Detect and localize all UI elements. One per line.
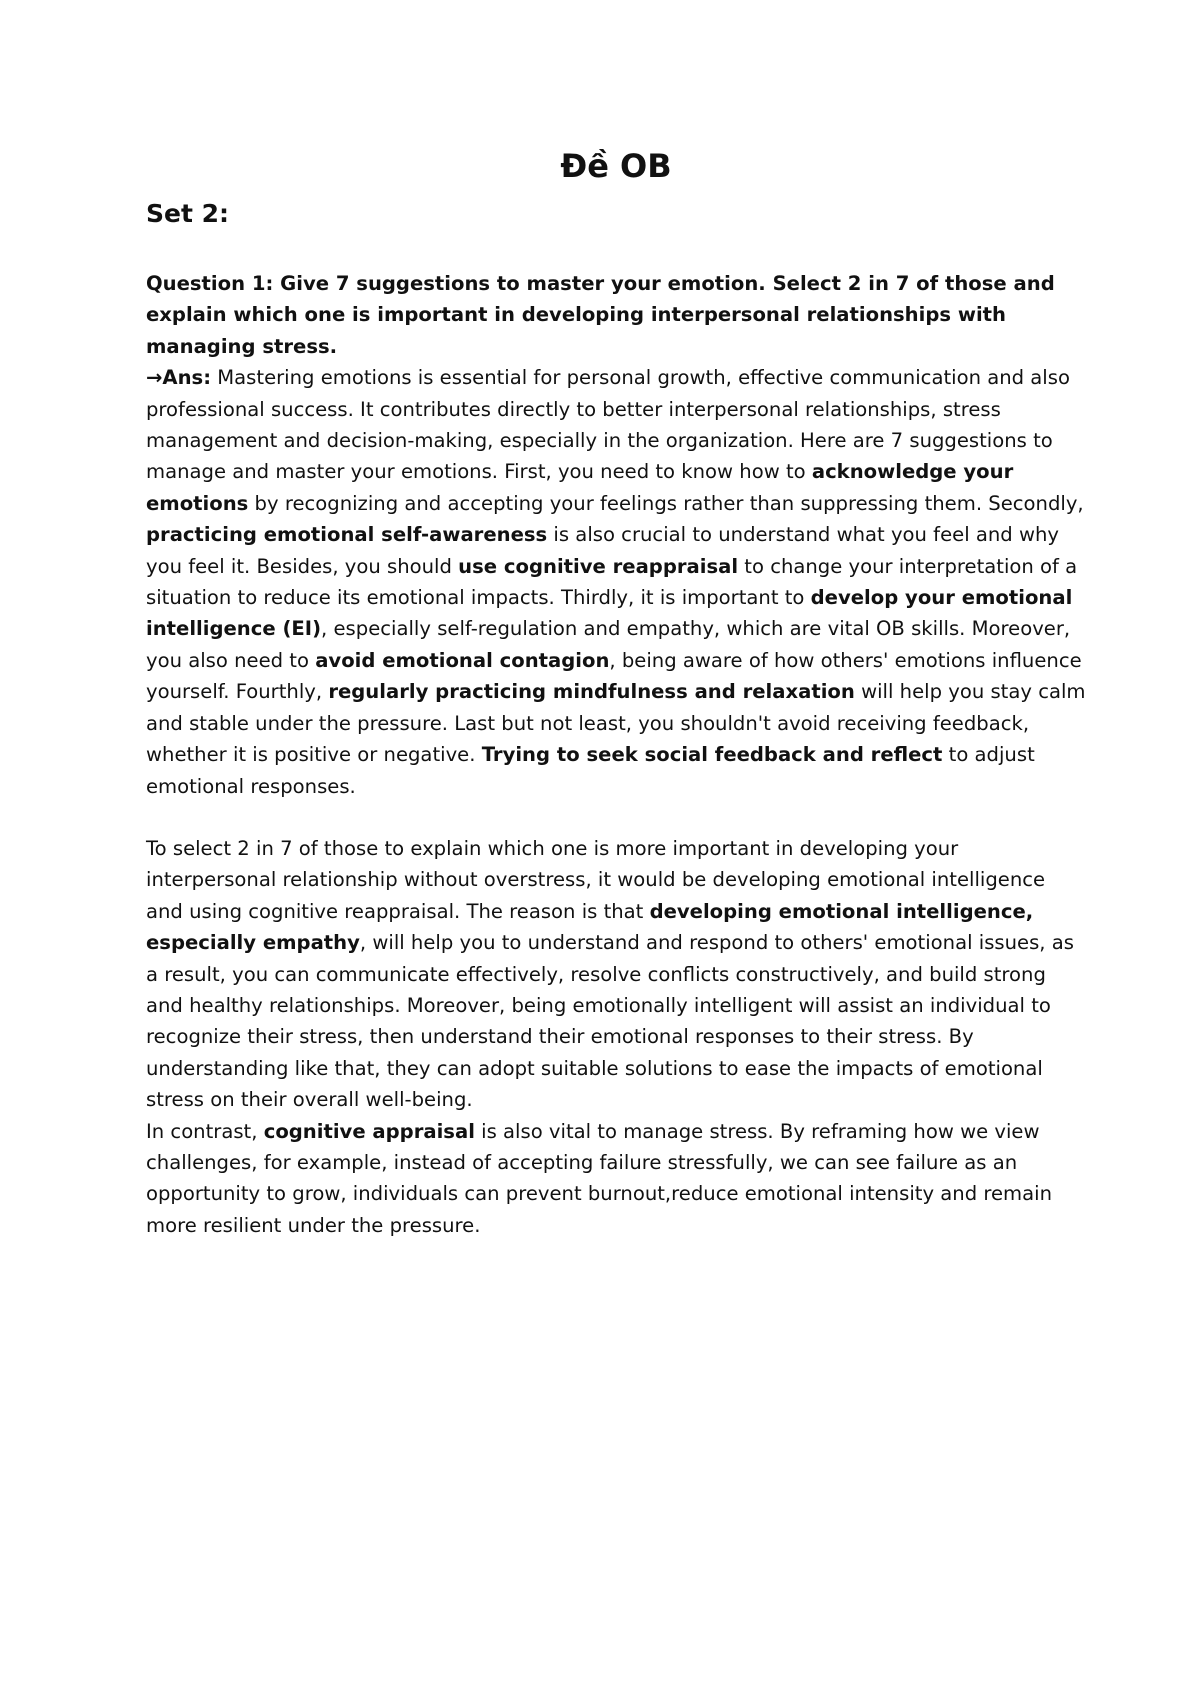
bold-text-run: practicing emotional self-awareness [146, 523, 548, 547]
text-run: , will help you to understand and respond to others' emotional issues, as a result, you can communicate effectively, resolve conflicts constructively, and build strong and healthy relationships. Moreover, being emotionally intelligent will assist an individual to recognize their stress, then understand their emotional responses to their stress. By understanding like that, they can adopt suitable solutions to ease the impacts of emotional stress on their overall well-being. [146, 931, 1074, 1112]
set-heading: Set 2: [146, 199, 230, 228]
text-run: , being aware of how others' emotions influence yourself. Fourthly, [146, 648, 1082, 704]
text-run: , especially self-regulation and empathy, which are vital OB skills. Moreover, you also need to [146, 617, 1071, 672]
answer-paragraph [146, 362, 1086, 802]
text-run: Mastering emotions is essential for personal growth, effective communication and also professional success. It contributes directly to better interpersonal relationships, stress management and decision-making, especially in the organization. Here are 7 suggestions to manage and master your emotions. First, you need to know how to [146, 366, 1070, 484]
question-text: Question 1: Give 7 suggestions to master your emotion. Select 2 in 7 of those and explain which one is important in developing interpersonal relationships with managing stress. [146, 272, 1055, 358]
bold-text-run: regularly practicing mindfulness and relaxation [328, 680, 855, 704]
selection-paragraph [146, 833, 1086, 1116]
text-run: will help you stay calm and stable under the pressure. Last but not least, you shouldn't avoid receiving feedback, whether it is positive or negative. [146, 680, 1086, 767]
text-run: to adjust emotional responses. [146, 743, 1035, 798]
document-body [146, 146, 1086, 1241]
text-run: to change your interpretation of a situation to reduce its emotional impacts. Thirdly, it is important to [146, 554, 1078, 610]
text-run: is also vital to manage stress. By reframing how we view challenges, for example, instead of accepting failure stressfully, we can see failure as an opportunity to grow, individuals can prevent burnout,reduce emotional intensity and remain more resilient under the pressure. [146, 1119, 1052, 1237]
bold-text-run: avoid emotional contagion [315, 648, 610, 672]
contrast-paragraph [146, 1116, 1086, 1242]
text-run: by recognizing and accepting your feelings rather than suppressing them. Secondly, [248, 491, 1084, 515]
bold-text-run: Trying to seek social feedback and reflect [481, 743, 943, 767]
text-run: In contrast, [146, 1119, 264, 1143]
bold-text-run: develop your emotional intelligence (EI) [146, 586, 1073, 641]
bold-text-run: developing emotional intelligence, especially empathy [146, 899, 1034, 955]
document-title: Đề OB [560, 147, 672, 185]
bold-text-run: cognitive appraisal [263, 1119, 475, 1143]
bold-text-run: use cognitive reappraisal [458, 554, 739, 578]
text-run: To select 2 in 7 of those to explain which one is more important in developing your interpersonal relationship without overstress, it would be developing emotional intelligence and using cognitive reappraisal. The reason is that [146, 836, 1046, 923]
bold-text-run: →Ans: [146, 366, 212, 390]
text-run: is also crucial to understand what you feel and why you feel it. Besides, you should [146, 523, 1059, 578]
bold-text-run: acknowledge your emotions [146, 460, 1014, 515]
